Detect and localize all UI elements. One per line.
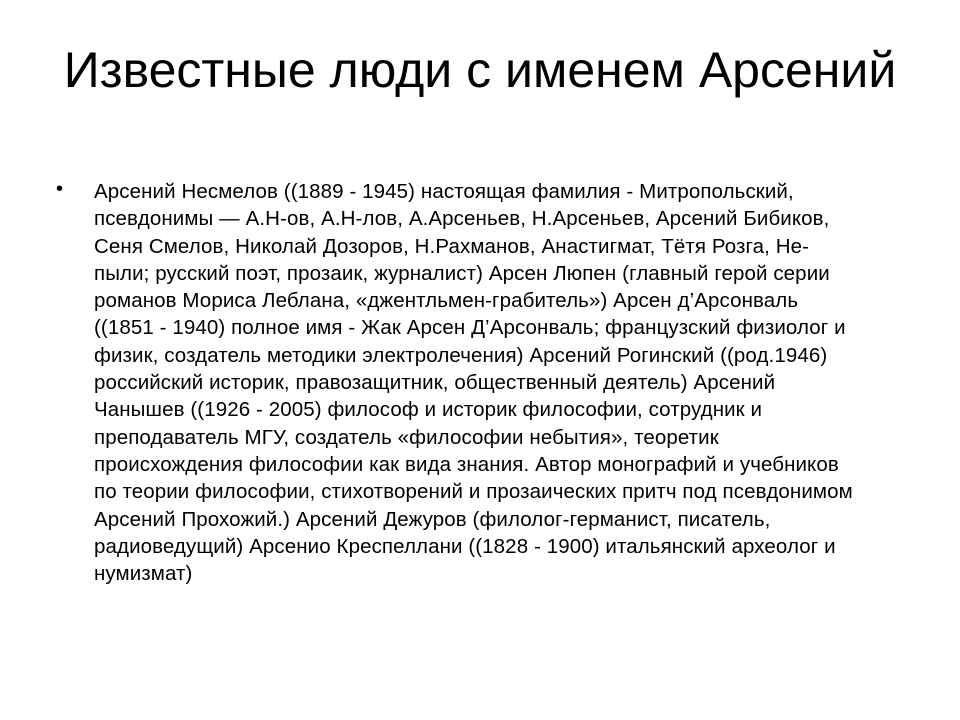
slide-title: Известные люди с именем Арсений <box>63 42 897 98</box>
bullet-list <box>56 178 916 587</box>
bullet-item <box>56 178 916 587</box>
bullet-text: Арсений Несмелов ((1889 - 1945) настоящая фамилия - Митропольский, псевдонимы — А.Н-ов, А.Н-лов, А.Арсеньев, Н.Арсеньев, Арсений Бибиков, Сеня Смелов, Николай Дозоров, Н.Рахманов, Анастигмат, Тётя Розга, Не-пыли; русский поэт, прозаик, журналист) Арсен Люпен (главный герой серии романов Мориса Леблана, «джентльмен-грабитель») Арсен д’Арсонваль ((1851 - 1940) полное имя - Жак Арсен Д’Арсонваль; французский физиолог и физик, создатель методики электролечения) Арсений Рогинский ((род.1946) российский историк, правозащитник, общественный деятель) Арсений Чанышев ((1926 - 2005) философ и историк философии, сотрудник и преподаватель МГУ, создатель «философии небытия», теоретик происхождения философии как вида знания. Автор монографий и учебников по теории философии, стихотворений и прозаических притч под псевдонимом Арсений Прохожий.) Арсений Дежуров (филолог-германист, писатель, радиоведущий) Арсенио Креспеллани ((1828 - 1900) итальянский археолог и нумизмат) <box>94 180 853 586</box>
bullet-marker-icon: • <box>56 178 64 200</box>
